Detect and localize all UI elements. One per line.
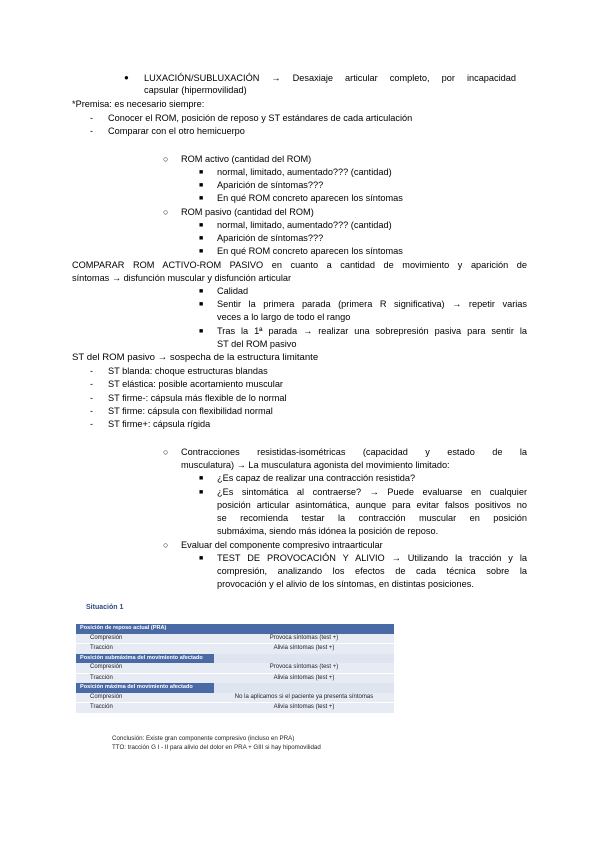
rom-pasivo-heading: ROM pasivo (cantidad del ROM) [181, 207, 314, 217]
premisa-item: Comparar con el otro hemicuerpo [108, 126, 245, 136]
bullet-square: ■ [199, 475, 204, 482]
row-value: No la aplicamos si el paciente ya presenta síntomas [214, 693, 394, 703]
table-row [76, 693, 394, 703]
bullet-dash: - [90, 406, 93, 416]
rom-pasivo-item: normal, limitado, aumentado??? (cantidad) [217, 220, 392, 230]
contracciones-line-1: Contracciones resistidas-isométricas (capacidad y estado de la [181, 447, 527, 457]
rom-pasivo-item: Aparición de síntomas??? [217, 233, 324, 243]
bullet-dot: ● [124, 73, 129, 82]
bullet-square: ■ [199, 248, 204, 255]
contracciones-q2-line: submáxima, siendo más idónea la posición de reposo. [217, 526, 439, 536]
bullet-circle: ○ [163, 154, 169, 164]
premisa-heading: *Premisa: es necesario siempre: [72, 99, 205, 109]
bullet-square: ■ [199, 489, 204, 496]
bullet-dash: - [90, 113, 93, 123]
comparar-item-cont: veces a lo largo de todo el rango [217, 312, 351, 322]
bullet-square: ■ [199, 169, 204, 176]
bullet-square: ■ [199, 195, 204, 202]
bullet-dash: - [90, 366, 93, 376]
table-row [76, 703, 394, 713]
row-label: Compresión [76, 663, 214, 673]
conclusion-note: Conclusión: Existe gran componente compresivo (incluso en PRA) [112, 735, 295, 742]
comparar-item-cont: ST del ROM pasivo [217, 339, 297, 349]
bullet-square: ■ [199, 235, 204, 242]
section-header-cell: Posición submáxima del movimiento afectado [76, 654, 214, 664]
test-line: provocación y el alivio de los síntomas, en distintas posiciones. [217, 579, 474, 589]
st-item: ST firme+: cápsula rígida [108, 419, 211, 429]
contracciones-question: ¿Es capaz de realizar una contracción resistida? [217, 473, 416, 483]
comparar-line-1: COMPARAR ROM ACTIVO-ROM PASIVO en cuanto a cantidad de movimiento y aparición de [72, 260, 527, 270]
st-item: ST firme: cápsula con flexibilidad normal [108, 406, 273, 416]
contracciones-q2-line: posición articular asintomática, aunque para evitar falsos positivos no [217, 500, 527, 510]
table-row [76, 673, 394, 683]
st-item: ST elástica: posible acortamiento muscular [108, 379, 283, 389]
comparar-item: Calidad [217, 286, 249, 296]
bullet-square: ■ [199, 222, 204, 229]
rom-activo-heading: ROM activo (cantidad del ROM) [181, 154, 312, 164]
row-label: Tracción [76, 644, 214, 654]
row-label: Tracción [76, 673, 214, 683]
table-section-header [76, 624, 394, 634]
bullet-square: ■ [199, 301, 204, 308]
bullet-dash: - [90, 419, 93, 429]
row-value: Provoca síntomas (test +) [214, 663, 394, 673]
table-section-header [76, 683, 394, 693]
section-header-cell: Posición máxima del movimiento afectado [76, 683, 214, 693]
bullet-dash: - [90, 393, 93, 403]
st-heading: ST del ROM pasivo → sospecha de la estructura limitante [72, 352, 319, 363]
rom-activo-item: Aparición de síntomas??? [217, 180, 324, 190]
bullet-dash: - [90, 379, 93, 389]
rom-activo-item: En qué ROM concreto aparecen los síntomas [217, 193, 403, 203]
bullet-square: ■ [199, 555, 204, 562]
test-line: compresión, analizando los efectos de cada técnica sobre la [217, 566, 527, 576]
luxacion-line-2: capsular (hipermovilidad) [144, 85, 247, 95]
row-label: Compresión [76, 634, 214, 644]
comparar-line-2: síntomas → disfunción muscular y disfunción articular [72, 273, 292, 283]
section-header-blank [214, 654, 394, 664]
contracciones-line-2: musculatura) → La musculatura agonista del movimiento limitado: [181, 460, 450, 470]
row-value: Alivia síntomas (test +) [214, 703, 394, 713]
situacion-table [76, 624, 394, 713]
rom-activo-item: normal, limitado, aumentado??? (cantidad) [217, 167, 392, 177]
section-header-cell: Posición de reposo actual (PRA) [76, 624, 394, 634]
bullet-square: ■ [199, 182, 204, 189]
rom-pasivo-item: En qué ROM concreto aparecen los síntomas [217, 246, 403, 256]
section-header-blank [214, 683, 394, 693]
table-row [76, 634, 394, 644]
table-row [76, 663, 394, 673]
evaluar-heading: Evaluar del componente compresivo intraarticular [181, 540, 383, 550]
tto-note: TTO: tracción G I - II para alivio del dolor en PRA + GIII si hay hipomovilidad [112, 744, 321, 751]
bullet-circle: ○ [163, 207, 169, 217]
bullet-circle: ○ [163, 540, 169, 550]
st-item: ST firme-: cápsula más flexible de lo normal [108, 393, 287, 403]
row-value: Alivia síntomas (test +) [214, 673, 394, 683]
situacion-title: Situación 1 [86, 604, 124, 611]
bullet-square: ■ [199, 288, 204, 295]
premisa-item: Conocer el ROM, posición de reposo y ST estándares de cada articulación [108, 113, 413, 123]
row-label: Compresión [76, 693, 214, 703]
row-value: Provoca síntomas (test +) [214, 634, 394, 644]
comparar-item: Tras la 1ª parada → realizar una sobrepresión pasiva para sentir la [217, 326, 527, 336]
bullet-dash: - [90, 126, 93, 136]
bullet-square: ■ [199, 328, 204, 335]
st-item: ST blanda: choque estructuras blandas [108, 366, 268, 376]
row-value: Alivia síntomas (test +) [214, 644, 394, 654]
comparar-item: Sentir la primera parada (primera R significativa) → repetir varias [217, 299, 527, 309]
table-row [76, 644, 394, 654]
contracciones-q2-line: se recomienda testar la contracción muscular en posición [217, 513, 527, 523]
test-line: TEST DE PROVOCACIÓN Y ALIVIO → Utilizando la tracción y la [217, 553, 527, 563]
contracciones-q2-line: ¿Es sintomática al contraerse? → Puede evaluarse en cualquier [217, 487, 527, 497]
table-section-header [76, 654, 394, 664]
bullet-circle: ○ [163, 447, 169, 457]
row-label: Tracción [76, 703, 214, 713]
luxacion-line-1: LUXACIÓN/SUBLUXACIÓN → Desaxiaje articular completo, por incapacidad [144, 73, 516, 83]
